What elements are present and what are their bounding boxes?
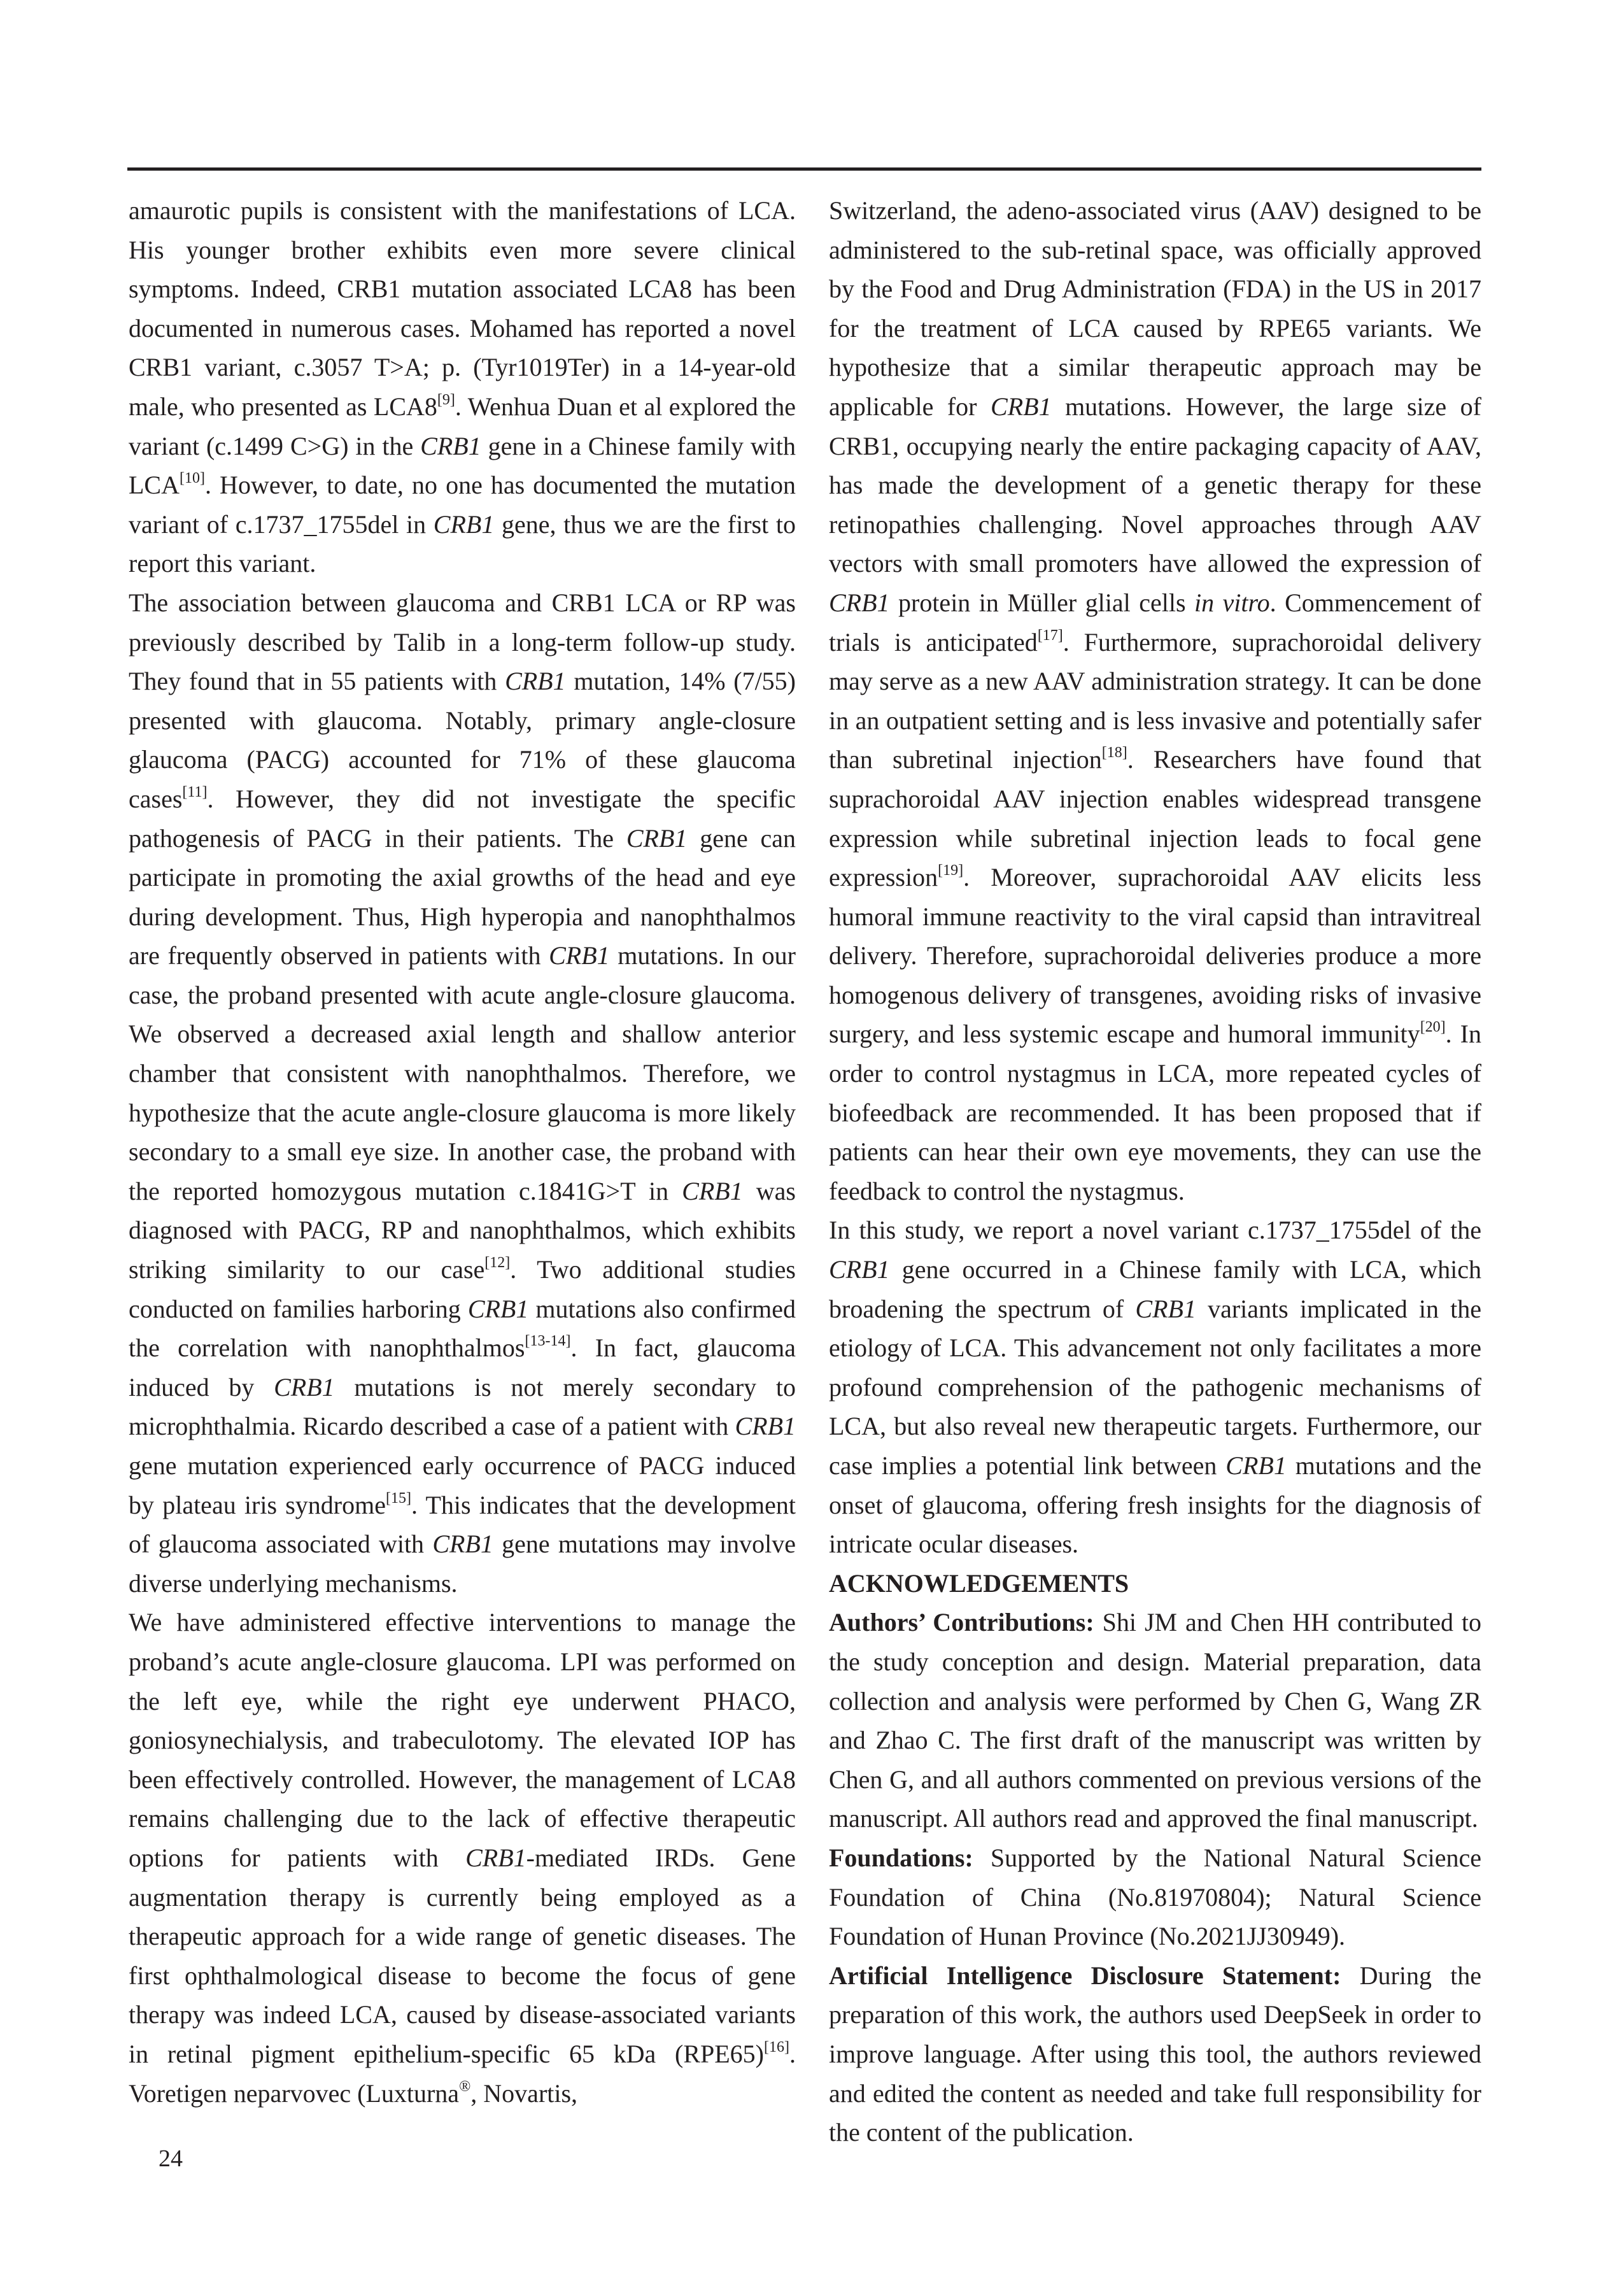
text-run: . Wenhua Duan et al explored the variant (c.1499 C>G) in the bbox=[129, 392, 796, 460]
text-run: . Two additional studies conducted on families harboring bbox=[129, 1255, 796, 1323]
text-run: . Furthermore, suprachoroidal delivery may serve as a new AAV administration strategy. It can be done in an outpatient setting and is less invasive and potentially safer than subretinal injection bbox=[829, 627, 1481, 774]
text-run: amaurotic pupils is consistent with the manifestations of LCA. His younger brother exhibits even more severe clinical symptoms. Indeed, CRB1 mutation associated LCA8 has been documented in numerous cases. Mohamed has reported a novel CRB1 variant, c.3057 T>A; p. (Tyr1019Ter) in a 14-year-old male, who presented as LCA8 bbox=[129, 196, 796, 421]
text-run: -mediated IRDs. Gene augmentation therapy is currently being employed as a therapeutic approach for a wide range of genetic diseases. The first ophthalmological disease to become the focus of gene therapy was indeed LCA, caused by disease-associated variants in retinal pigment epithelium-specific 65 kDa (RPE65) bbox=[129, 1843, 796, 2068]
text-run: . Voretigen neparvovec (Luxturna bbox=[129, 2039, 796, 2108]
text-run: protein in Müller glial cells bbox=[889, 588, 1194, 617]
text-run: gene can participate in promoting the axial growths of the head and eye during development. Thus, High hyperopia and nanophthalmos are frequently observed in patients with bbox=[129, 823, 796, 970]
text-run: mutations. However, the large size of CRB1, occupying nearly the entire packaging capacity of AAV, has made the development of a genetic therapy for these retinopathies challenging. Novel approaches through AAV vectors with small promoters have allowed the expression of bbox=[829, 392, 1481, 578]
paragraph-conclusion bbox=[829, 1210, 1481, 1563]
ai-disclosure-text: During the preparation of this work, the authors used DeepSeek in order to improve language. After using this tool, the authors reviewed and edited the content as needed and take full responsibility for the content of the publication. bbox=[829, 1961, 1482, 2147]
gene-name: CRB1 bbox=[682, 1176, 743, 1205]
gene-name: CRB1 bbox=[432, 1530, 493, 1559]
citation-13-14[interactable]: [13-14] bbox=[525, 1333, 571, 1350]
gene-name: CRB1 bbox=[991, 392, 1052, 421]
citation-9[interactable]: [9] bbox=[437, 391, 455, 408]
header-rule bbox=[127, 167, 1481, 171]
foundations bbox=[829, 1838, 1481, 1956]
citation-10[interactable]: [10] bbox=[180, 470, 205, 487]
citation-15[interactable]: [15] bbox=[385, 1489, 411, 1507]
gene-name: CRB1 bbox=[1135, 1294, 1196, 1323]
text-run: . Moreover, suprachoroidal AAV elicits less humoral immune reactivity to the viral capsid than intravitreal delivery. Therefore, suprachoroidal deliveries produce a more homogenous delivery of transgenes, avoiding risks of invasive surgery, and less systemic escape and humoral immunity bbox=[829, 863, 1481, 1049]
text-run: variants implicated in the etiology of LCA. This advancement not only facilitates a more profound comprehension of the pathogenic mechanisms of LCA, but also reveal new therapeutic targets. Furthermore, our case implies a potential link between bbox=[829, 1294, 1481, 1480]
citation-11[interactable]: [11] bbox=[182, 783, 208, 800]
foundations-text: Supported by the National Natural Science Foundation of China (No.81970804); Natural Science Foundation of Hunan Province (No.2021JJ30949). bbox=[829, 1843, 1481, 1951]
authors-contributions bbox=[829, 1603, 1481, 1838]
paragraph-lca8-variants bbox=[129, 191, 796, 583]
text-run: , Novartis, bbox=[470, 2078, 578, 2108]
text-run: . This indicates that the development of glaucoma associated with bbox=[129, 1490, 796, 1559]
page-number: 24 bbox=[159, 2145, 183, 2172]
right-column bbox=[829, 191, 1481, 2152]
citation-17[interactable]: [17] bbox=[1037, 627, 1063, 644]
latin-term: in vitro bbox=[1194, 588, 1270, 617]
text-run: The association between glaucoma and CRB1 LCA or RP was previously described by Talib in a long-term follow-up study. They found that in 55 patients with bbox=[129, 588, 796, 696]
gene-name: CRB1 bbox=[829, 588, 890, 617]
text-run: . In order to control nystagmus in LCA, more repeated cycles of biofeedback are recommended. It has been proposed that if patients can hear their own eye movements, they can use the feedback to control the nystagmus. bbox=[829, 1019, 1482, 1205]
gene-name: CRB1 bbox=[505, 667, 566, 696]
text-run: mutations and the onset of glaucoma, offering fresh insights for the diagnosis of intricate ocular diseases. bbox=[829, 1451, 1481, 1559]
paragraph-gene-therapy bbox=[829, 191, 1481, 1210]
text-run: In this study, we report a novel variant c.1737_1755del of the bbox=[829, 1216, 1481, 1245]
gene-name: CRB1 bbox=[549, 941, 610, 970]
gene-name: CRB1 bbox=[626, 823, 688, 853]
gene-name: CRB1 bbox=[433, 509, 495, 539]
text-run: . Commencement of trials is anticipated bbox=[829, 588, 1481, 657]
paragraph-glaucoma-association bbox=[129, 583, 796, 1603]
text-run: gene occurred in a Chinese family with LCA, which broadening the spectrum of bbox=[829, 1255, 1481, 1323]
left-column bbox=[129, 191, 796, 2113]
text-run: . However, they did not investigate the specific pathogenesis of PACG in their patients. The bbox=[129, 784, 796, 853]
text-run: gene mutations may involve diverse underlying mechanisms. bbox=[129, 1530, 796, 1598]
gene-name: CRB1 bbox=[735, 1412, 796, 1441]
ai-disclosure bbox=[829, 1956, 1481, 2152]
text-run: mutations also confirmed the correlation with nanophthalmos bbox=[129, 1294, 796, 1363]
citation-12[interactable]: [12] bbox=[484, 1254, 511, 1272]
text-run: gene mutation experienced early occurrence of PACG induced by plateau iris syndrome bbox=[129, 1451, 796, 1519]
text-run: was diagnosed with PACG, RP and nanophthalmos, which exhibits striking similarity to our case bbox=[129, 1176, 796, 1284]
gene-name: CRB1 bbox=[274, 1372, 335, 1402]
citation-18[interactable]: [18] bbox=[1101, 744, 1127, 762]
text-run: . However, to date, no one has documented the mutation variant of c.1737_1755del in bbox=[129, 471, 796, 539]
contributions-label: Authors’ Contributions: bbox=[829, 1608, 1094, 1637]
acknowledgements-heading: ACKNOWLEDGEMENTS bbox=[829, 1568, 1129, 1598]
text-run: gene in a Chinese family with LCA bbox=[129, 431, 796, 500]
gene-name: CRB1 bbox=[467, 1294, 529, 1323]
ai-disclosure-label: Artificial Intelligence Disclosure Statement: bbox=[829, 1961, 1341, 1990]
gene-name: CRB1 bbox=[829, 1255, 890, 1284]
gene-name: CRB1 bbox=[420, 431, 481, 460]
foundations-label: Foundations: bbox=[829, 1843, 973, 1872]
text-run: mutation, 14% (7/55) presented with glaucoma. Notably, primary angle-closure glaucoma (PACG) accounted for 71% of these glaucoma cases bbox=[129, 667, 796, 813]
text-run: mutations is not merely secondary to microphthalmia. Ricardo described a case of a patient with bbox=[129, 1372, 796, 1441]
contributions-text: Shi JM and Chen HH contributed to the study conception and design. Material preparation, data collection and analysis were performed by Chen G, Wang ZR and Zhao C. The first draft of the manuscript was written by Chen G, and all authors commented on previous versions of the manuscript. All authors read and approved the final manuscript. bbox=[829, 1608, 1482, 1833]
text-run: . In fact, glaucoma induced by bbox=[129, 1333, 796, 1402]
text-run: . Researchers have found that suprachoroidal AAV injection enables widespread transgene expression while subretinal injection leads to focal gene expression bbox=[829, 745, 1481, 892]
text-run: Switzerland, the adeno-associated virus (AAV) designed to be administered to the sub-retinal space, was officially approved by the Food and Drug Administration (FDA) in the US in 2017 for the treatment of LCA caused by RPE65 variants. We hypothesize that a similar therapeutic approach may be applicable for bbox=[829, 196, 1481, 421]
paragraph-interventions bbox=[129, 1603, 796, 2113]
citation-16[interactable]: [16] bbox=[764, 2038, 789, 2055]
citation-19[interactable]: [19] bbox=[938, 862, 964, 879]
text-run: mutations. In our case, the proband presented with acute angle-closure glaucoma. We observed a decreased axial length and shallow anterior chamber that consistent with nanophthalmos. Therefore, we hypothesize that the acute angle-closure glaucoma is more likely secondary to a small eye size. In another case, the proband with the reported homozygous mutation c.1841G>T in bbox=[129, 941, 796, 1205]
gene-name: CRB1 bbox=[1225, 1451, 1287, 1480]
text-run: We have administered effective interventions to manage the proband’s acute angle-closure glaucoma. LPI was performed on the left eye, while the right eye underwent PHACO, goniosynechialysis, and trabeculotomy. The elevated IOP has been effectively controlled. However, the management of LCA8 remains challenging due to the lack of effective therapeutic options for patients with bbox=[129, 1608, 796, 1872]
citation-20[interactable]: [20] bbox=[1420, 1019, 1446, 1036]
registered-mark: ® bbox=[459, 2078, 471, 2095]
gene-name: CRB1 bbox=[465, 1843, 526, 1872]
text-run: gene, thus we are the first to report this variant. bbox=[129, 509, 796, 578]
